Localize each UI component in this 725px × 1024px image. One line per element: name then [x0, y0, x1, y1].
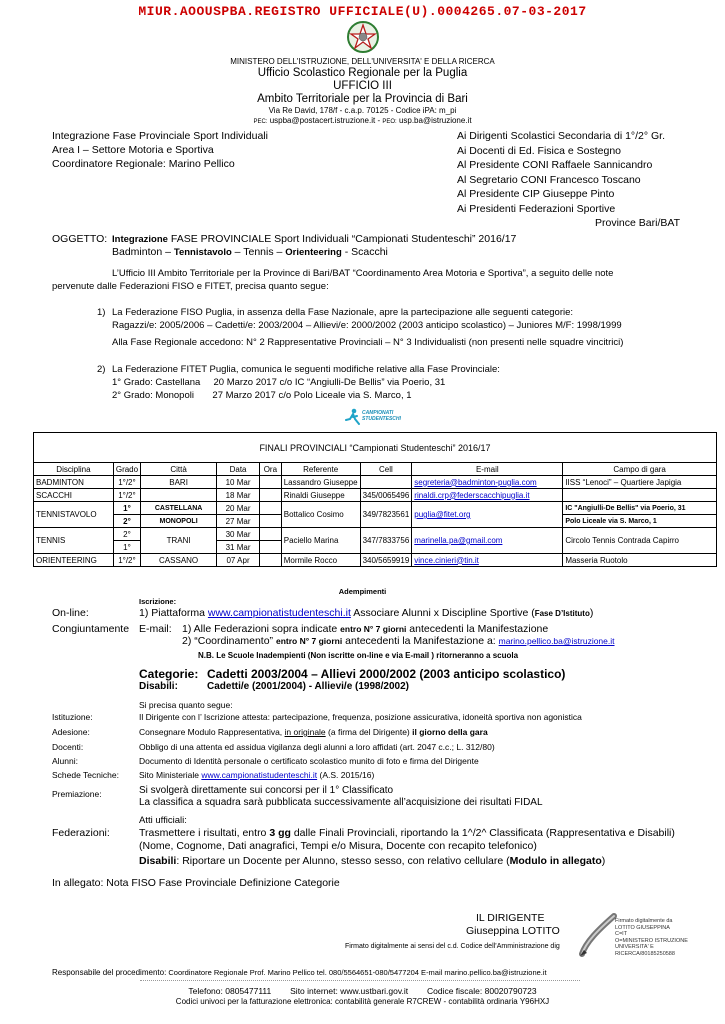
cell-ora	[260, 476, 282, 489]
online-d: )	[589, 607, 594, 619]
cell-data: 07 Apr	[217, 554, 260, 567]
schede-b: (A.S. 2015/16)	[317, 770, 375, 780]
cell-ora	[260, 541, 282, 554]
cell-campo: IC "Angiulli-De Bellis" via Poerio, 31	[563, 502, 717, 515]
point2-line1: La Federazione FITET Puglia, comunica le seguenti modifiche relative alla Fase Provinciale:	[112, 364, 500, 375]
disabili-end: )	[601, 855, 606, 867]
schede-a: Sito Ministeriale	[139, 770, 202, 780]
adempimenti-title: Adempimenti	[338, 587, 387, 596]
cell-disciplina: ORIENTEERING	[34, 554, 114, 567]
table-row	[34, 476, 717, 489]
cell-grado: 2°	[113, 528, 140, 541]
federazioni-head: Atti ufficiali:	[139, 815, 187, 826]
col-header: Città	[141, 463, 217, 476]
footer-divider	[140, 980, 580, 981]
cong2-c: antecedenti la Manifestazione a:	[342, 635, 499, 647]
oggetto-line2	[112, 246, 388, 258]
cell-citta	[141, 489, 217, 502]
cong1-c: antecedenti la Manifestazione	[406, 623, 549, 635]
stamp-line: C=IT	[615, 931, 628, 937]
cell-disciplina: BADMINTON	[34, 476, 114, 489]
oggetto-scacchi: - Scacchi	[341, 246, 388, 258]
signature-note: Firmato digitalmente ai sensi del c.d. Codice dell’Amministrazione dig	[345, 943, 560, 950]
adesione-value	[139, 727, 488, 737]
online-a: 1) Piattaforma	[139, 607, 208, 619]
schede-value	[139, 770, 374, 780]
cell-cell: 349/7823561	[360, 502, 412, 528]
sender-line: Coordinatore Regionale: Marino Pellico	[52, 158, 235, 170]
premiazione-line1: Si svolgerà direttamente sui concorsi per il 1° Classificato	[139, 785, 394, 796]
table-row	[34, 502, 717, 515]
col-header: Cell	[360, 463, 412, 476]
header-ambito: Ambito Territoriale per la Provincia di Bari	[257, 93, 468, 105]
point1-line3: Alla Fase Regionale accedono: N° 2 Rappresentative Provinciali – N° 3 Individualisti (non presenti nelle squadre vincitrici)	[112, 337, 624, 348]
fed1-c: dalle Finali Provinciali, riportando la 1^/2^ Classificata (Rappresentativa e Disabili)	[290, 827, 675, 839]
sender-line: Integrazione Fase Provinciale Sport Individuali	[52, 130, 268, 142]
cell-ora	[260, 489, 282, 502]
cell-cell: 340/5659919	[360, 554, 412, 567]
stamp-line: UNIVERSITA' E	[615, 944, 654, 950]
signature-name: Giuseppina LOTITO	[466, 925, 560, 937]
online-link[interactable]: www.campionatistudenteschi.it	[207, 607, 351, 619]
header-ufficio: UFFICIO III	[333, 80, 392, 92]
docenti-label: Docenti:	[52, 742, 84, 752]
cell-citta: MONOPOLI	[141, 515, 217, 528]
col-header: Referente	[281, 463, 360, 476]
sender-line: Area I – Settore Motoria e Sportiva	[52, 144, 214, 156]
disabili-label: Disabili:	[139, 681, 178, 692]
footer-resp	[52, 968, 547, 977]
cell-email[interactable]: segreteria@badminton-puglia.com	[414, 477, 537, 487]
recipient-line: Al Presidente CONI Raffaele Sannicandro	[457, 159, 653, 171]
docenti-value: Obbligo di una attenta ed assidua vigilanza degli alunni a loro affidati (art. 2047 c.c.; L. 312/80)	[139, 742, 495, 752]
disabili-modulo: Modulo in allegato	[509, 855, 602, 867]
cong2-b: entro N° 7 giorni	[275, 636, 343, 646]
digital-signature-pen-icon	[578, 912, 618, 958]
recipient-line: Province Bari/BAT	[595, 217, 680, 229]
cong1-b: entro N° 7 giorni	[340, 624, 407, 634]
stamp-line: O=MINISTERO ISTRUZIONE	[615, 937, 688, 944]
adesione-label: Adesione:	[52, 727, 90, 737]
recipient-line: Ai Presidenti Federazioni Sportive	[457, 202, 616, 215]
point2-line2: 1° Grado: Castellana 20 Marzo 2017 c/o IC “Angiulli-De Bellis” via Poerio, 31	[112, 377, 446, 388]
cell-disciplina: TENNISTAVOLO	[34, 502, 114, 528]
intro-line1: L’Ufficio III Ambito Territoriale per la Province di Bari/BAT “Coordinamento Area Motoria e Sportiva”, a seguito delle note	[112, 268, 614, 279]
cell-referente: Paciello Marina	[281, 528, 360, 554]
cell-cell: 347/7833756	[360, 528, 412, 554]
cell-referente: Rinaldi Giuseppe	[281, 489, 360, 502]
cong2-a: 2) “Coordinamento”	[182, 635, 276, 647]
disabili-text: : Riportare un Docente per Alunno, stesso sesso, con relativo cellulare (	[176, 855, 510, 867]
recipient-line: Al Segretario CONI Francesco Toscano	[457, 173, 641, 186]
resp-label: Responsabile del procedimento:	[52, 968, 167, 977]
protocol-stamp: MIUR.AOOUSPBA.REGISTRO UFFICIALE(U).0004265.07-03-2017	[138, 4, 587, 19]
congiuntamente-label: Congiuntamente	[52, 623, 130, 635]
allegato-line: In allegato: Nota FISO Fase Provinciale Definizione Categorie	[52, 877, 340, 889]
stamp-line: LOTITO GIUSEPPINA	[615, 924, 670, 931]
adesione-b: (a firma del Dirigente)	[325, 727, 413, 737]
cell-campo: IISS “Lenoci” – Quartiere Japigia	[563, 476, 717, 489]
istituzione-value: Il Dirigente con l’ Iscrizione attesta: partecipazione, frequenza, posizione assicurativa, idoneità sportiva non agonistica	[139, 712, 582, 722]
cell-grado: 1°	[113, 541, 140, 554]
col-header: Grado	[113, 463, 140, 476]
point1-num: 1)	[97, 307, 106, 318]
cell-email[interactable]: vince.cinieri@tin.it	[414, 555, 479, 565]
recipient-line: Al Presidente CIP Giuseppe Pinto	[457, 188, 615, 200]
resp-text: Coordinatore Regionale Prof. Marino Pellico tel. 080/5564651-080/5477204 E-mail marino.pellico.ba@istruzione.it	[168, 968, 547, 977]
pec-label: PEC:	[253, 119, 268, 125]
cell-grado: 2°	[113, 515, 140, 528]
point1-line2: Ragazzi/e: 2005/2006 – Cadetti/e: 2003/2004 – Allievi/e: 2000/2002 (2003 anticipo scolastico) – Juniores M/F: 1998/1999	[112, 320, 622, 331]
cell-grado: 1°/2°	[113, 489, 140, 502]
oggetto-integrazione: Integrazione	[112, 234, 168, 245]
cell-data: 27 Mar	[217, 515, 260, 528]
oggetto-tennis: – Tennis –	[231, 246, 286, 258]
categorie-label: Categorie:	[139, 667, 199, 681]
cell-citta: BARI	[141, 476, 217, 489]
table-row	[34, 554, 717, 567]
footer-contacts: Telefono: 0805477111 Sito internet: www.ustbari.gov.it Codice fiscale: 80020790723	[188, 986, 537, 996]
signature-title: IL DIRIGENTE	[476, 912, 545, 924]
cong2-link[interactable]: marino.pellico.ba@istruzione.it	[498, 636, 615, 646]
point2-num: 2)	[97, 364, 106, 375]
cell-citta: CASTELLANA	[141, 502, 217, 515]
peo-label: PEO:	[382, 119, 397, 125]
cell-data: 10 Mar	[217, 476, 260, 489]
cell-ora	[260, 515, 282, 528]
cell-citta: CASSANO	[141, 554, 217, 567]
stamp-line: RICERCA/80185250588	[615, 950, 675, 957]
table-row	[34, 489, 717, 502]
online-b: Associare Alunni x Discipline Sportive (	[350, 607, 535, 619]
point1-line1: La Federazione FISO Puglia, in assenza della Fase Nazionale, apre la partecipazione alle seguenti categorie:	[112, 307, 574, 318]
digital-signature-stamp	[615, 918, 688, 957]
cong1-a: 1) Alle Federazioni sopra indicate	[182, 623, 341, 635]
cell-disciplina: SCACCHI	[34, 489, 114, 502]
premiazione-label: Premiazione:	[52, 789, 102, 799]
cell-data: 20 Mar	[217, 502, 260, 515]
federazioni-line1	[139, 827, 675, 839]
cell-data: 30 Mar	[217, 528, 260, 541]
alunni-value: Documento di Identità personale o certificato scolastico munito di foto e firma del Dirigente	[139, 756, 479, 766]
cell-ora	[260, 502, 282, 515]
cell-data: 18 Mar	[217, 489, 260, 502]
cell-email[interactable]: rinaldi.crp@federscacchipuglia.it	[414, 490, 530, 500]
precisa-line: Si precisa quanto segue:	[139, 700, 233, 710]
cell-cell: 345/0065496	[360, 489, 412, 502]
table-row	[34, 528, 717, 541]
header-address: Via Re David, 178/f - c.a.p. 70125 - Codice iPA: m_pi	[268, 106, 457, 115]
stamp-line: Firmato digitalmente da	[615, 918, 673, 924]
logo-text-1: CAMPIONATI	[362, 410, 394, 416]
contact-separator: -	[377, 116, 381, 125]
recipients-block	[457, 129, 680, 231]
categorie-value: Cadetti 2003/2004 – Allievi 2000/2002 (2003 anticipo scolastico)	[207, 667, 566, 681]
fed1-a: Trasmettere i risultati, entro	[139, 827, 270, 839]
cell-referente: Lassandro Giuseppe	[281, 476, 360, 489]
cong-line2	[182, 635, 615, 647]
premiazione-line2: La classifica a squadra sarà pubblicata successivamente all’acquisizione dei risultati FIDAL	[139, 797, 543, 808]
cell-email[interactable]: marinella.pa@gmail.com	[414, 536, 503, 545]
runner-icon	[345, 408, 361, 426]
cong-line1	[182, 623, 548, 635]
table-title: FINALI PROVINCIALI “Campionati Studenteschi” 2016/17	[34, 433, 717, 463]
adesione-bold: il giorno della gara	[412, 727, 488, 737]
cell-grado: 1°	[113, 502, 140, 515]
schede-label: Schede Tecniche:	[52, 770, 119, 780]
header-office: Ufficio Scolastico Regionale per la Puglia	[257, 67, 468, 79]
cell-cell	[360, 476, 412, 489]
disabili-line	[139, 855, 605, 867]
header-contacts	[0, 116, 725, 125]
federazioni-label: Federazioni:	[52, 827, 110, 839]
cell-ora	[260, 528, 282, 541]
oggetto-orienteering: Orienteering	[285, 247, 342, 258]
oggetto-tennistavolo: Tennistavolo	[173, 247, 232, 258]
finali-table	[33, 432, 717, 567]
point2-line3: 2° Grado: Monopoli 27 Marzo 2017 c/o Polo Liceale via S. Marco, 1	[112, 390, 412, 401]
istituzione-label: Istituzione:	[52, 712, 93, 722]
col-header: Ora	[260, 463, 282, 476]
col-header: Campo di gara	[563, 463, 717, 476]
cell-data: 31 Mar	[217, 541, 260, 554]
cell-grado: 1°/2°	[113, 554, 140, 567]
footer-codici: Codici univoci per la fatturazione elettronica: contabilità generale R7CREW - contabilità ordinaria Y96HXJ	[175, 997, 550, 1006]
cell-campo: Circolo Tennis Contrada Capirro	[563, 528, 717, 554]
table-header-row	[34, 463, 717, 476]
online-label: On-line:	[52, 607, 89, 619]
header-ministry: MINISTERO DELL'ISTRUZIONE, DELL'UNIVERSITA' E DELLA RICERCA	[230, 57, 495, 66]
cell-referente: Mormile Rocco	[281, 554, 360, 567]
cell-campo: Polo Liceale via S. Marco, 1	[563, 515, 717, 528]
adesione-a: Consegnare Modulo Rappresentativa,	[139, 727, 285, 737]
oggetto-line1	[112, 233, 516, 245]
schede-link[interactable]: www.campionatistudenteschi.it	[201, 770, 318, 780]
pec-email[interactable]: uspba@postacert.istruzione.it	[269, 116, 376, 125]
alunni-label: Alunni:	[52, 756, 78, 766]
iscrizione-label: Iscrizione:	[139, 597, 177, 606]
intro-line2: pervenute dalle Federazioni FISO e FITET, precisa quanto segue:	[52, 281, 329, 292]
email-label: E-mail:	[139, 623, 172, 635]
online-text	[139, 607, 593, 619]
republic-emblem-icon	[346, 20, 380, 54]
oggetto-badminton: Badminton –	[112, 246, 174, 258]
col-header: Data	[217, 463, 260, 476]
logo-text-2: STUDENTESCHI	[362, 416, 401, 422]
cell-citta: TRANI	[141, 528, 217, 554]
recipient-line: Ai Dirigenti Scolastici Secondaria di 1°/2° Gr.	[457, 130, 665, 142]
col-header: Disciplina	[34, 463, 114, 476]
oggetto-label: OGGETTO:	[52, 233, 108, 245]
online-c: Fase D’Istituto	[534, 609, 590, 618]
campionati-studenteschi-logo	[345, 406, 405, 428]
cell-disciplina: TENNIS	[34, 528, 114, 554]
cell-email[interactable]: puglia@fitet.org	[414, 510, 471, 519]
cell-grado: 1°/2°	[113, 476, 140, 489]
cell-ora	[260, 554, 282, 567]
oggetto-text: FASE PROVINCIALE Sport Individuali “Campionati Studenteschi” 2016/17	[167, 233, 517, 245]
adesione-underline: in originale	[284, 727, 326, 737]
cell-referente: Bottalico Cosimo	[281, 502, 360, 528]
col-header: E-mail	[412, 463, 563, 476]
federazioni-line2: (Nome, Cognome, Dati anagrafici, Tempi e/o Misura, Docente con recapito telefonico)	[139, 840, 537, 852]
recipient-line: Ai Docenti di Ed. Fisica e Sostegno	[457, 144, 622, 157]
sender-block	[52, 129, 268, 171]
disabili-value: Cadetti/e (2001/2004) - Allievi/e (1998/2002)	[207, 681, 409, 692]
cell-campo	[563, 489, 717, 502]
fed1-b: 3 gg	[269, 827, 291, 839]
disabili-bold: Disabili	[139, 855, 177, 867]
peo-email[interactable]: usp.ba@istruzione.it	[398, 116, 472, 125]
nb-note: N.B. Le Scuole Inadempienti (Non iscritte on-line e via E-mail ) ritorneranno a scuola	[198, 651, 519, 660]
cell-campo: Masseria Ruotolo	[563, 554, 717, 567]
